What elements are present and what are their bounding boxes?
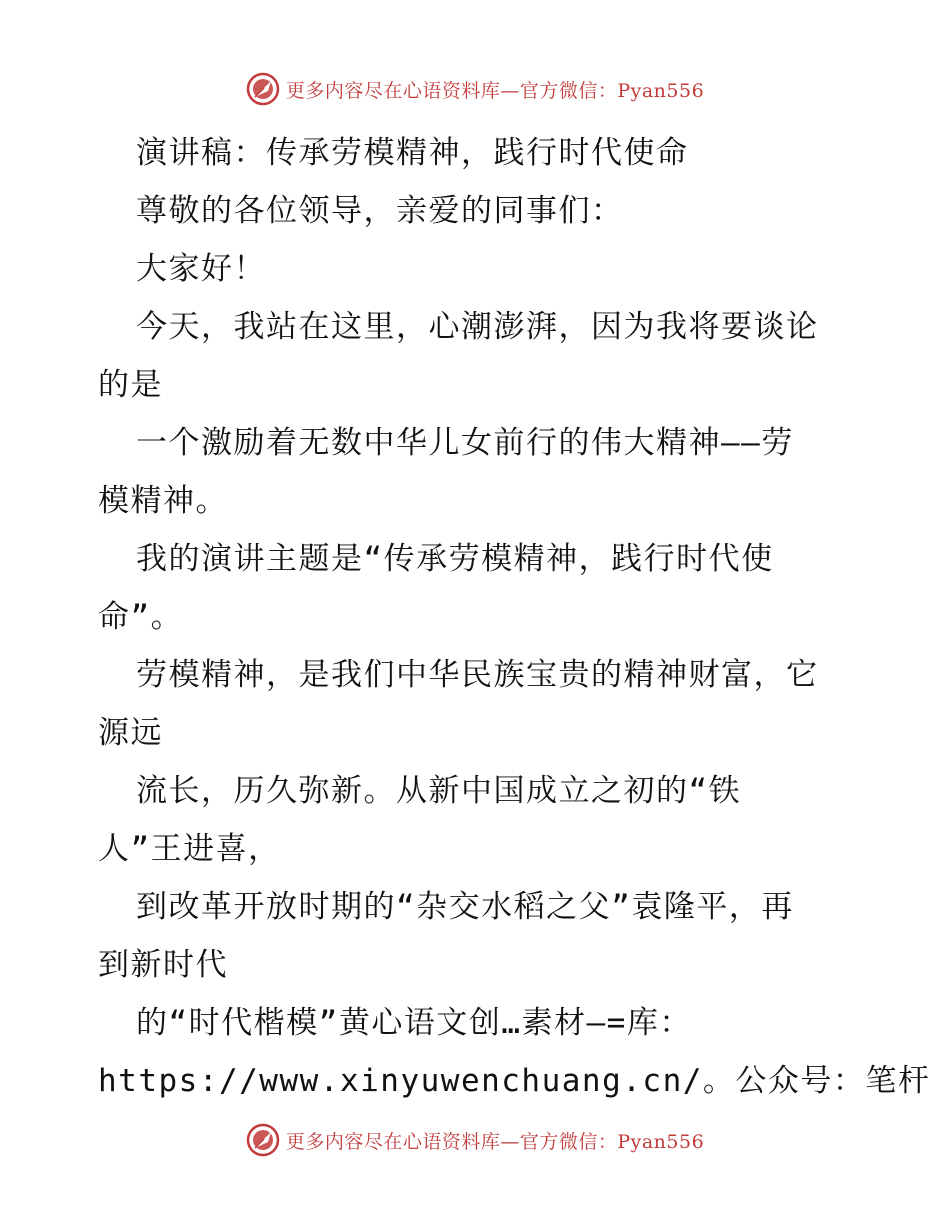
header-banner [0, 72, 950, 106]
paragraph-line: 到新时代 [98, 947, 228, 983]
paragraph-line: 劳模精神，是我们中华民族宝贵的精神财富，它 [136, 657, 819, 693]
quill-circle-icon [246, 1123, 280, 1157]
speech-title: 演讲稿：传承劳模精神，践行时代使命 [136, 135, 689, 171]
paragraph-line: 命”。 [98, 599, 184, 635]
paragraph-line: 的是 [98, 367, 163, 403]
paragraph-line: 模精神。 [98, 483, 228, 519]
paragraph-line: 一个激励着无数中华儿女前行的伟大精神——劳 [136, 425, 794, 461]
paragraph-line: 今天，我站在这里，心潮澎湃，因为我将要谈论 [136, 309, 819, 345]
paragraph-line: 我的演讲主题是“传承劳模精神，践行时代使 [136, 541, 774, 577]
paragraph-line: https://www.xinyuwenchuang.cn/。公众号：笔杆 [98, 1063, 931, 1099]
document-body [98, 124, 931, 1110]
paragraph-line: 的“时代楷模”黄心语文创…素材—=库： [136, 1005, 692, 1041]
greeting: 大家好！ [136, 251, 266, 287]
paragraph-line: 人”王进喜， [98, 831, 281, 867]
quill-circle-icon [246, 72, 280, 106]
footer-banner [0, 1123, 950, 1157]
footer-banner-text: 更多内容尽在心语资料库—官方微信：Pyan556 [285, 1130, 705, 1153]
salutation: 尊敬的各位领导，亲爱的同事们： [136, 193, 624, 229]
paragraph-line: 到改革开放时期的“杂交水稻之父”袁隆平，再 [136, 889, 794, 925]
header-banner-text: 更多内容尽在心语资料库—官方微信：Pyan556 [285, 79, 705, 102]
paragraph-line: 源远 [98, 715, 163, 751]
paragraph-line: 流长，历久弥新。从新中国成立之初的“铁 [136, 773, 742, 809]
